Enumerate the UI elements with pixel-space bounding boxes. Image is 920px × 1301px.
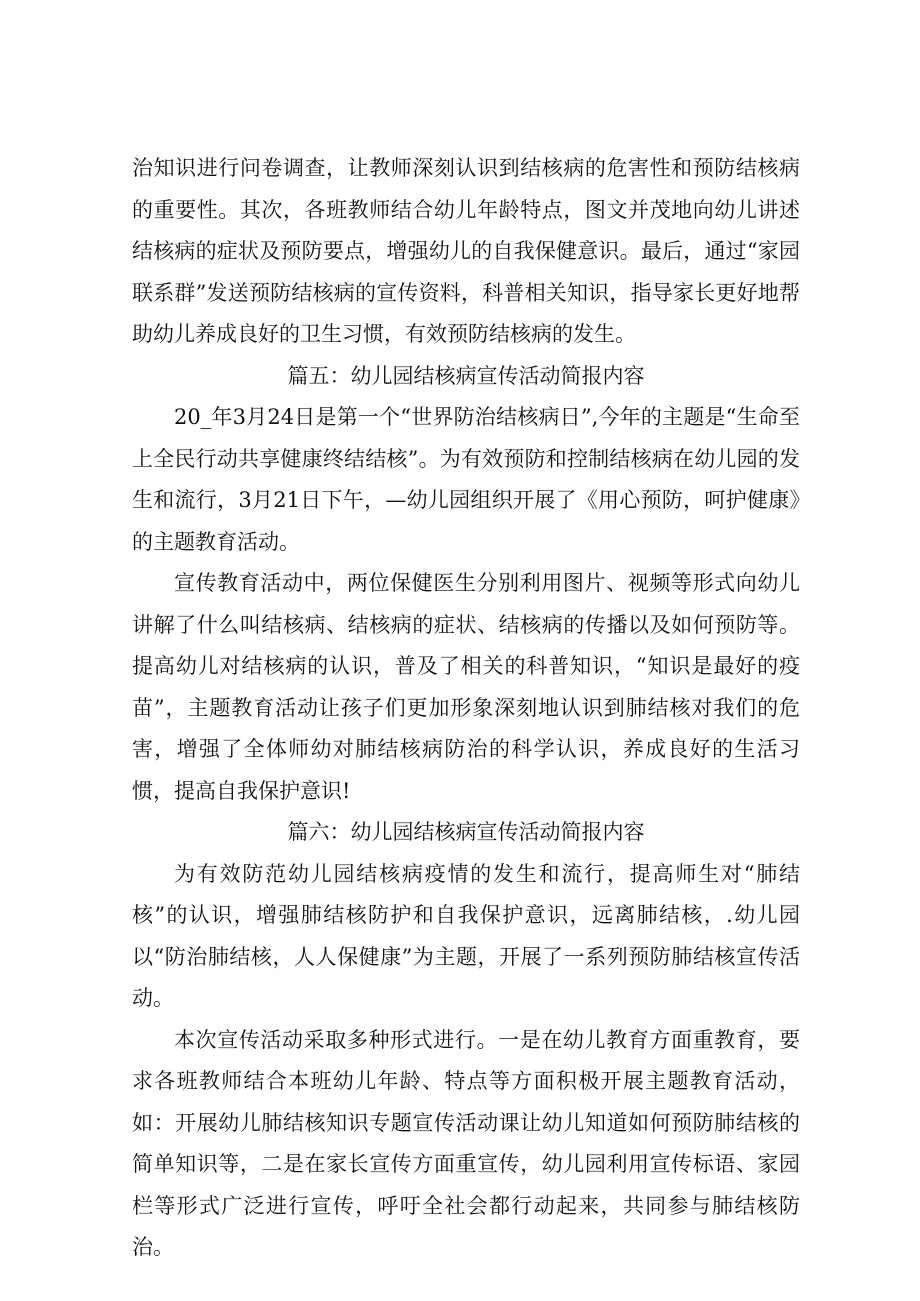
section-heading-part6: 篇六：幼儿园结核病宣传活动简报内容 <box>287 820 645 844</box>
section-heading-part5: 篇五：幼儿园结核病宣传活动简报内容 <box>287 363 645 388</box>
paragraph-continued: 治知识进行问卷调查，让教师深刻认识到结核病的危害性和预防结核病的重要性。其次，各班教师结合幼儿年龄特点，图文并茂地向幼儿讲述结核病的症状及预防要点，增强幼儿的自我保健意识。最后，通过“家园联系群”发送预防结核病的宣传资料，科普相关知识，指导家长更好地帮助幼儿养成良好的卫生习惯，有效预防结核病的发生。 <box>132 156 800 346</box>
paragraph-part6-forms: 本次宣传活动采取多种形式进行。一是在幼儿教育方面重教育，要求各班教师结合本班幼儿年龄、特点等方面积极开展主题教育活动，如：开展幼儿肺结核知识专题宣传活动课让幼儿知道如何预防肺结核的简单知识等，二是在家长宣传方面重宣传，幼儿园利用宣传标语、家园栏等形式广泛进行宣传，呼吁全社会都行动起来，共同参与肺结核防治。 <box>132 1027 800 1259</box>
document-body <box>132 148 800 1269</box>
paragraph-part5-activity: 宣传教育活动中，两位保健医生分别利用图片、视频等形式向幼儿讲解了什么叫结核病、结核病的症状、结核病的传播以及如何预防等。提高幼儿对结核病的认识，普及了相关的科普知识，“知识是最好的疫苗”，主题教育活动让孩子们更加形象深刻地认识到肺结核对我们的危害，增强了全体师幼对肺结核病防治的科学认识，养成良好的生活习惯，提高自我保护意识! <box>132 571 800 803</box>
paragraph-part6-intro: 为有效防范幼儿园结核病疫情的发生和流行，提高师生对“肺结核”的认识，增强肺结核防护和自我保护意识，远离肺结核，.幼儿园以“防治肺结核，人人保健康”为主题，开展了一系列预防肺结核宣传活动。 <box>132 861 800 1010</box>
paragraph-part5-intro: 20_年3月24日是第一个“世界防治结核病日”,今年的主题是“生命至上全民行动共享健康终结结核”。为有效预防和控制结核病在幼儿园的发生和流行，3月21日下午，—幼儿园组织开展了《用心预防，呵护健康》的主题教育活动。 <box>132 405 800 554</box>
